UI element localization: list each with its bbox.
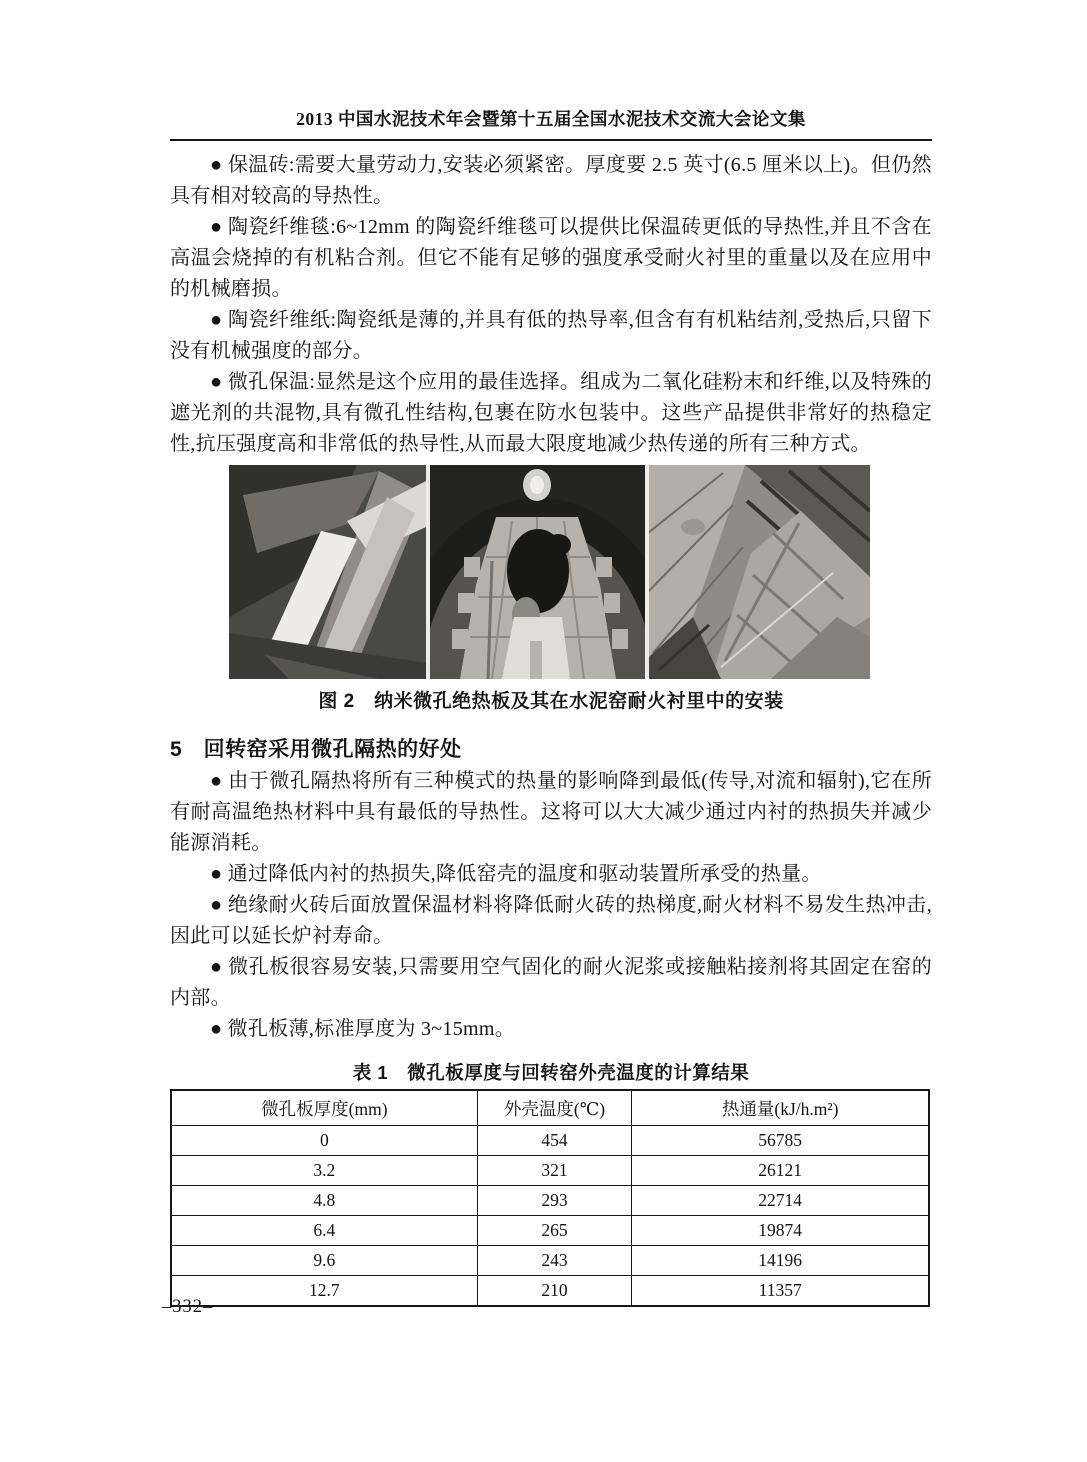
bullet-paragraph: ● 由于微孔隔热将所有三种模式的热量的影响降到最低(传导,对流和辐射),它在所有耐高温绝热材料中具有最低的导热性。这将可以大大减少通过内衬的热损失并减少能源消耗。 [170, 770, 932, 854]
table1-title: 表 1 微孔板厚度与回转窑外壳温度的计算结果 [352, 1062, 750, 1083]
table-cell: 9.6 [171, 1246, 477, 1276]
figure2-caption: 图 2 纳米微孔绝热板及其在水泥窑耐火衬里中的安装 [318, 691, 784, 712]
bullet-paragraph: ● 微孔保温:显然是这个应用的最佳选择。组成为二氧化硅粉末和纤维,以及特殊的遮光剂的共混物,具有微孔性结构,包裹在防水包装中。这些产品提供非常好的热稳定性,抗压强度高和非常低的热导性,从而最大限度地减少热传递的所有三种方式。 [170, 371, 932, 455]
bullet-paragraph: ● 通过降低内衬的热损失,降低窑壳的温度和驱动装置所承受的热量。 [210, 863, 822, 885]
table1-header-heat-flux: 热通量(kJ/h.m²) [632, 1090, 929, 1126]
table-cell: 19874 [632, 1216, 929, 1246]
table1 [170, 1089, 930, 1307]
figure2-photo-strip [229, 465, 870, 679]
table-cell: 4.8 [171, 1186, 477, 1216]
bullet-paragraph: ● 微孔板很容易安装,只需要用空气固化的耐火泥浆或接触粘接剂将其固定在窑的内部。 [170, 956, 932, 1009]
bullet-paragraph: ● 陶瓷纤维纸:陶瓷纸是薄的,并具有低的热导率,但含有有机粘结剂,受热后,只留下没有机械强度的部分。 [170, 309, 932, 362]
figure2-photo-brick-lining-installation [649, 465, 870, 679]
table-cell: 12.7 [171, 1276, 477, 1307]
running-header: 2013 中国水泥技术年会暨第十五届全国水泥技术交流大会论文集 [296, 109, 806, 129]
table-cell: 210 [477, 1276, 632, 1307]
section5-heading: 5 回转窑采用微孔隔热的好处 [170, 738, 462, 761]
table-row [171, 1186, 929, 1216]
table1-header-row [171, 1090, 929, 1126]
table-cell: 56785 [632, 1126, 929, 1156]
bullet-paragraph: ● 绝缘耐火砖后面放置保温材料将降低耐火砖的热梯度,耐火材料不易发生热冲击,因此可以延长炉衬寿命。 [170, 894, 932, 947]
table-cell: 454 [477, 1126, 632, 1156]
table-cell: 3.2 [171, 1156, 477, 1186]
page-number: –332– [162, 1297, 214, 1317]
table1-header-shell-temp: 外壳温度(℃) [477, 1090, 632, 1126]
table-cell: 26121 [632, 1156, 929, 1186]
figure2-photo-kiln-interior-installation [430, 465, 645, 679]
table-cell: 321 [477, 1156, 632, 1186]
header-rule [170, 139, 932, 141]
bullet-paragraph: ● 微孔板薄,标准厚度为 3~15mm。 [210, 1018, 516, 1040]
table-row [171, 1246, 929, 1276]
section5-bullet-list [170, 766, 932, 1045]
table-cell: 6.4 [171, 1216, 477, 1246]
figure2-photo-insulation-boards [229, 465, 426, 679]
table-row [171, 1276, 929, 1307]
table-cell: 11357 [632, 1276, 929, 1307]
table-cell: 293 [477, 1186, 632, 1216]
table-cell: 243 [477, 1246, 632, 1276]
table-cell: 14196 [632, 1246, 929, 1276]
table1-header-thickness: 微孔板厚度(mm) [171, 1090, 477, 1126]
table-row [171, 1126, 929, 1156]
table-row [171, 1216, 929, 1246]
table-row [171, 1156, 929, 1186]
table-cell: 265 [477, 1216, 632, 1246]
table-cell: 0 [171, 1126, 477, 1156]
bullet-paragraph: ● 陶瓷纤维毯:6~12mm 的陶瓷纤维毯可以提供比保温砖更低的导热性,并且不含在高温会烧掉的有机粘合剂。但它不能有足够的强度承受耐火衬里的重量以及在应用中的机械磨损。 [170, 216, 932, 300]
table-cell: 22714 [632, 1186, 929, 1216]
section4-bullet-list [170, 150, 932, 460]
bullet-paragraph: ● 保温砖:需要大量劳动力,安装必须紧密。厚度要 2.5 英寸(6.5 厘米以上)。但仍然具有相对较高的导热性。 [170, 154, 932, 207]
